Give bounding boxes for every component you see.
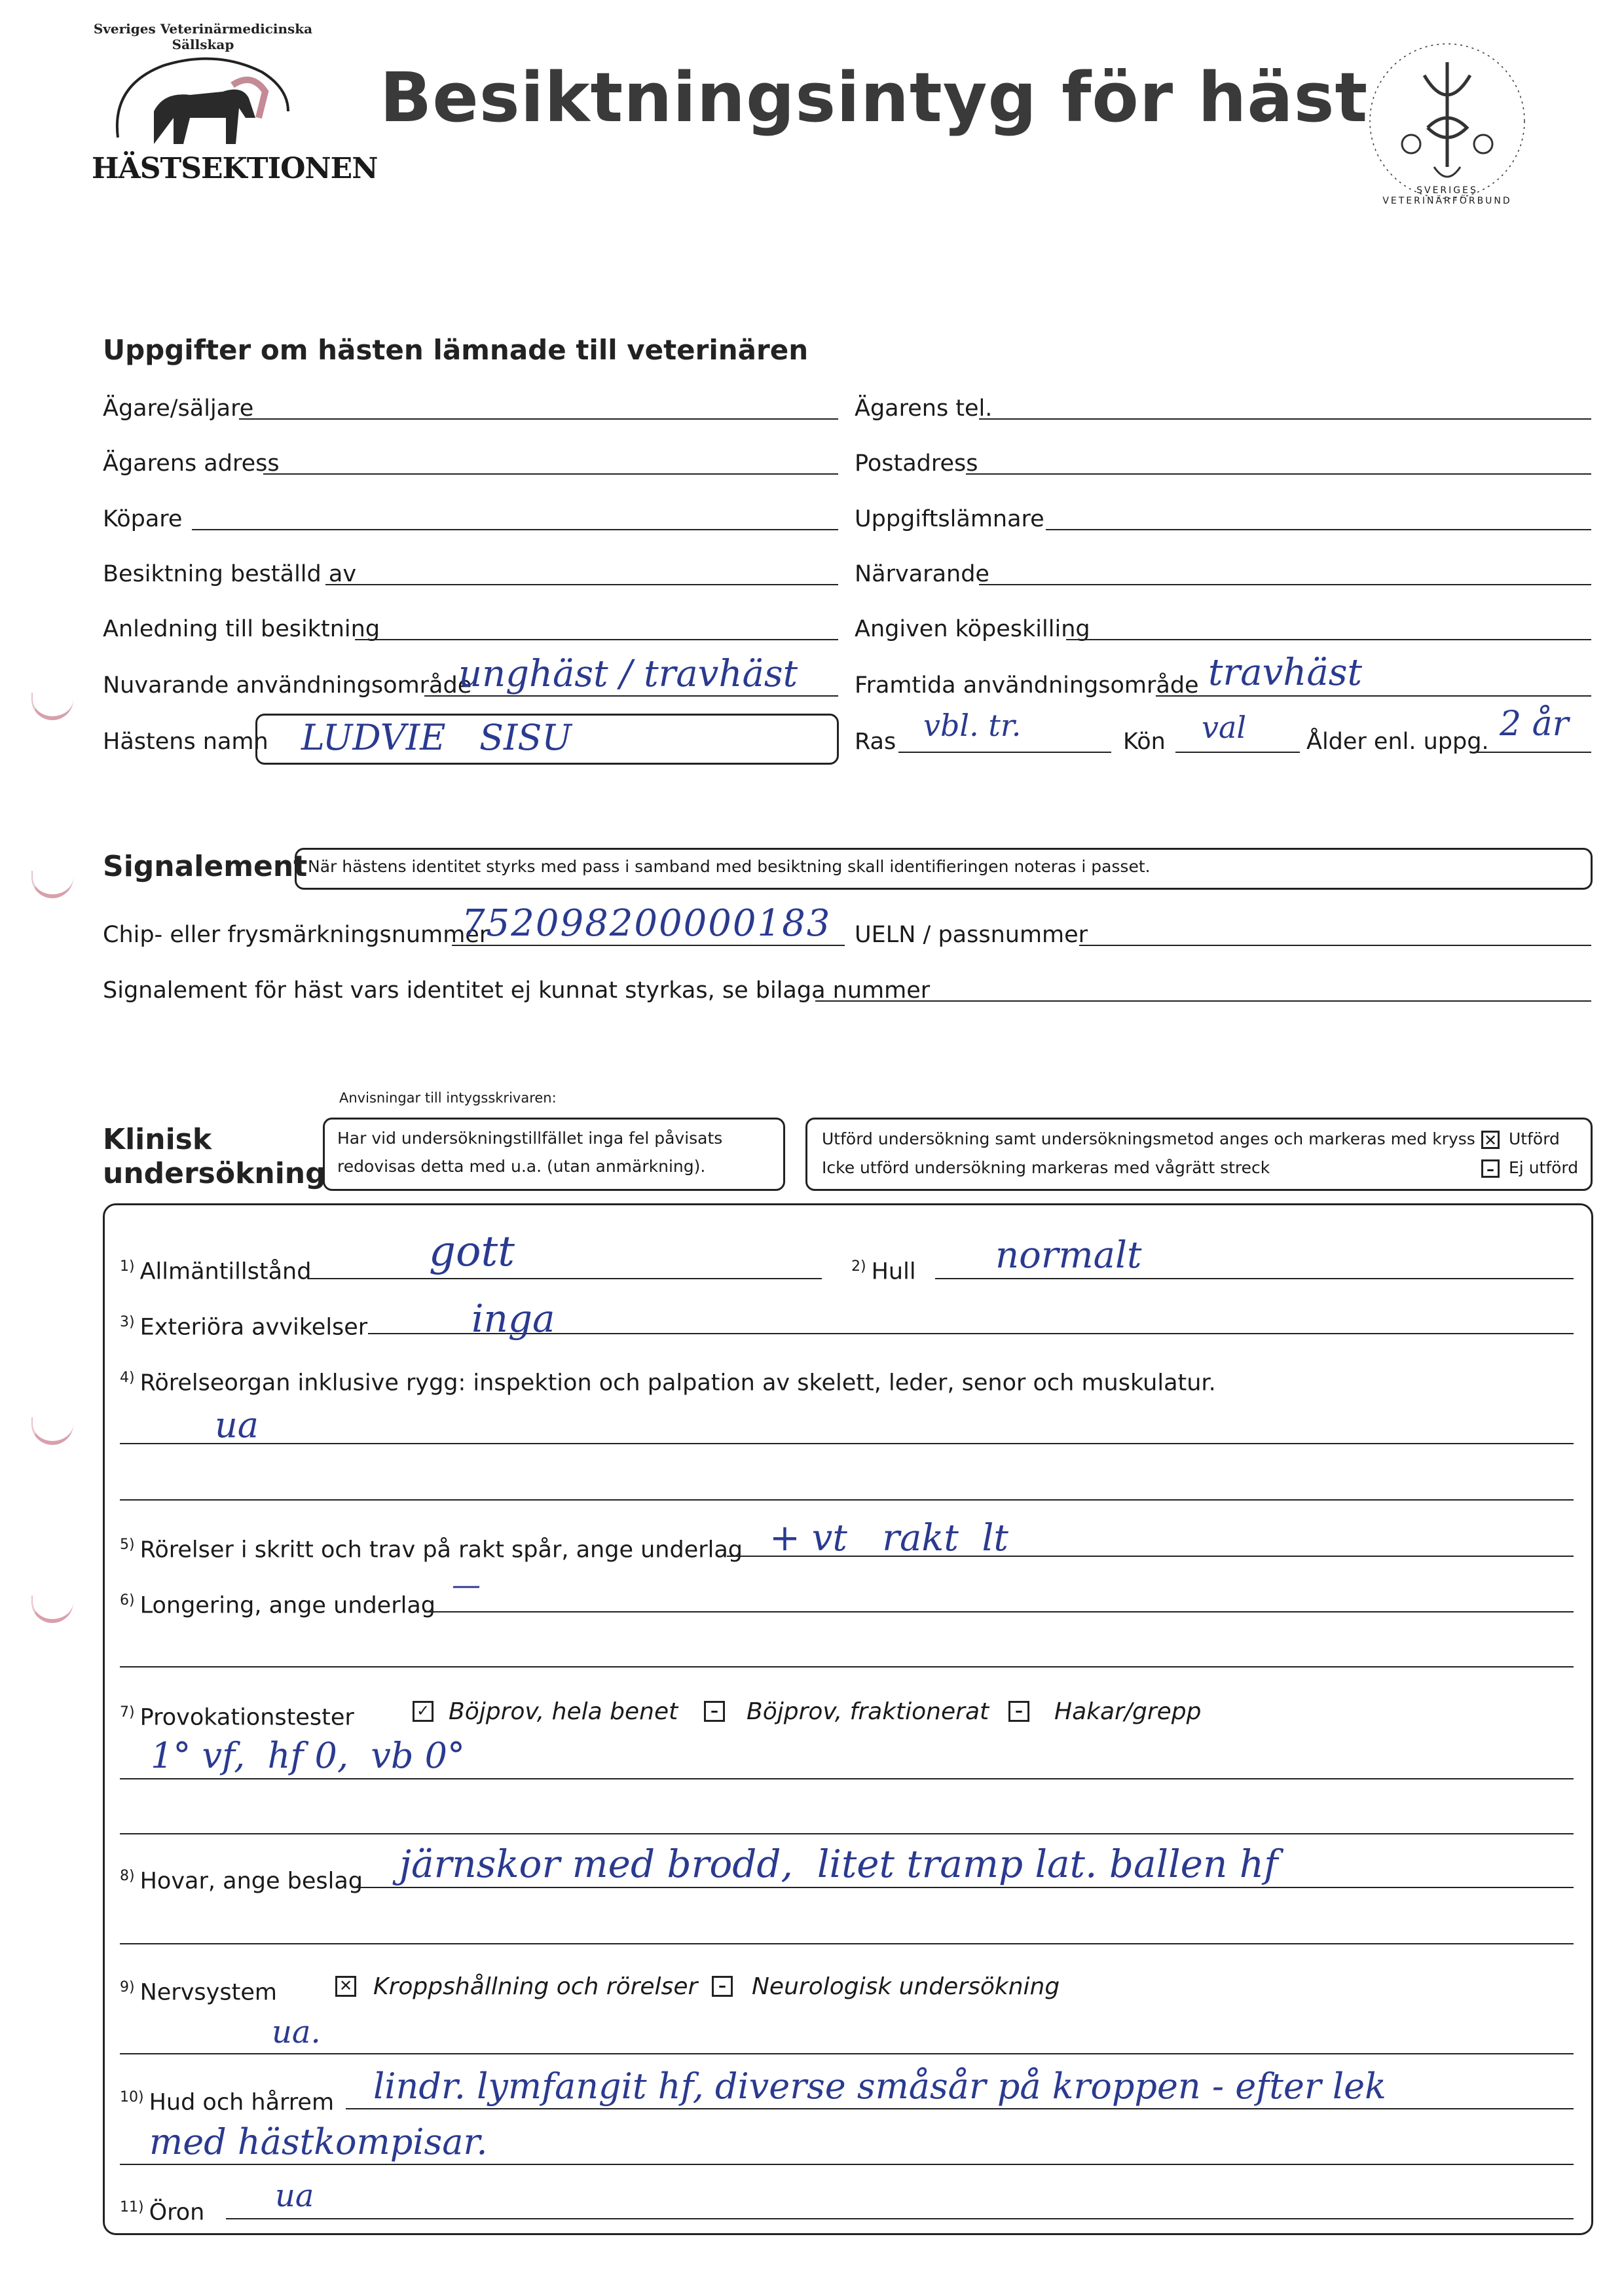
item-9-label: $^{9)}$ Nervsystem <box>120 1979 277 2006</box>
item-7-option-1: Böjprov, hela benet <box>449 1698 678 1725</box>
breed-label: Ras <box>855 729 896 755</box>
item-6-field-2[interactable] <box>120 1666 1574 1667</box>
owner-phone-field[interactable] <box>979 418 1591 420</box>
instructions-text-2a: Utförd undersökning samt undersökningsmetod anges och markeras med kryss <box>822 1129 1475 1148</box>
ueln-label: UELN / passnummer <box>855 922 1088 948</box>
item-9-checkbox-1[interactable]: ✕ <box>335 1976 356 1997</box>
legend-done-checkbox: ✕ <box>1481 1131 1500 1149</box>
item-7-option-3: Hakar/grepp <box>1054 1698 1202 1725</box>
present-label: Närvarande <box>855 561 989 587</box>
item-9-option-1: Kroppshållning och rörelser <box>373 1973 698 2000</box>
item-2-label: $^{2)}$ Hull <box>851 1258 916 1285</box>
price-label: Angiven köpeskilling <box>855 616 1090 642</box>
ordered-by-field[interactable] <box>325 584 838 585</box>
item-10-label: $^{10)}$ Hud och hårrem <box>120 2089 335 2116</box>
item-4-value: ua <box>215 1404 259 1446</box>
item-2-field[interactable] <box>935 1278 1574 1279</box>
page-title: Besiktningsintyg för häst <box>380 58 1369 137</box>
item-9-value: ua. <box>272 2014 321 2050</box>
breed-field[interactable] <box>898 752 1111 753</box>
price-field[interactable] <box>1066 639 1591 640</box>
age-field[interactable] <box>1477 752 1591 753</box>
reason-field[interactable] <box>355 639 838 640</box>
item-9-option-2: Neurologisk undersökning <box>752 1973 1060 2000</box>
horse-name-value: LUDVIE SISU <box>301 717 572 758</box>
owner-label: Ägare/säljare <box>103 395 254 422</box>
postal-label: Postadress <box>855 450 978 477</box>
left-logo-subtext: HÄSTSEKTIONEN <box>92 152 378 185</box>
age-value: 2 år <box>1500 704 1569 744</box>
ordered-by-label: Besiktning beställd av <box>103 561 357 587</box>
item-10-field-2[interactable] <box>120 2164 1574 2165</box>
chip-label: Chip- eller frysmärkningsnummer <box>103 922 489 948</box>
unverified-field[interactable] <box>815 1000 1591 1002</box>
section-heading-clinical-2: undersökning <box>103 1157 326 1190</box>
section-heading-signalement: Signalement <box>103 850 308 883</box>
right-logo <box>1362 36 1532 206</box>
postal-field[interactable] <box>966 473 1591 475</box>
veterinary-seal-icon <box>1362 36 1532 206</box>
item-7-checkbox-3[interactable]: – <box>1008 1701 1029 1722</box>
item-7-value: 1° vf, hf 0, vb 0° <box>151 1735 465 1776</box>
item-10-value-line-1: lindr. lymfangit hf, diverse småsår på kroppen - efter lek <box>373 2066 1386 2107</box>
item-11-field[interactable] <box>226 2218 1574 2219</box>
punch-hole <box>31 871 73 898</box>
item-10-field-1[interactable] <box>346 2108 1574 2109</box>
sex-field[interactable] <box>1175 752 1300 753</box>
breed-value: vbl. tr. <box>923 708 1022 743</box>
item-6-value: — <box>452 1569 481 1602</box>
item-7-field-2[interactable] <box>120 1833 1574 1834</box>
future-use-field[interactable] <box>1156 695 1591 697</box>
owner-address-label: Ägarens adress <box>103 450 280 477</box>
item-4-field-1[interactable] <box>120 1443 1574 1444</box>
punch-hole <box>31 1595 73 1623</box>
owner-phone-label: Ägarens tel. <box>855 395 993 422</box>
instructions-text-1: Har vid undersökningstillfället inga fel påvisats redovisas detta med u.a. (utan anmärkning). <box>337 1129 723 1176</box>
item-3-value: inga <box>471 1296 555 1341</box>
buyer-label: Köpare <box>103 506 183 532</box>
item-7-field-1[interactable] <box>120 1778 1574 1779</box>
reason-label: Anledning till besiktning <box>103 616 380 642</box>
item-2-value: normalt <box>995 1234 1142 1277</box>
current-use-value: unghäst / travhäst <box>458 653 798 695</box>
item-7-option-2: Böjprov, fraktionerat <box>747 1698 989 1725</box>
item-4-field-2[interactable] <box>120 1499 1574 1501</box>
informant-field[interactable] <box>1046 529 1591 530</box>
sex-label: Kön <box>1123 729 1166 755</box>
current-use-field[interactable] <box>424 695 838 697</box>
item-7-checkbox-1[interactable]: ✓ <box>413 1701 434 1722</box>
section-heading-owner: Uppgifter om hästen lämnade till veterinären <box>103 334 809 366</box>
punch-hole <box>31 1417 73 1445</box>
instructions-label: Anvisningar till intygsskrivaren: <box>339 1090 557 1106</box>
item-7-label: $^{7)}$ Provokationstester <box>120 1704 354 1731</box>
item-5-label: $^{5)}$ Rörelser i skritt och trav på rakt spår, ange underlag <box>120 1537 743 1563</box>
legend-done-label: Utförd <box>1509 1129 1560 1148</box>
sex-value: val <box>1202 710 1247 745</box>
right-logo-text: SVERIGES VETERINÄRFÖRBUND <box>1382 185 1512 206</box>
item-4-label: $^{4)}$ Rörelseorgan inklusive rygg: inspektion och palpation av skelett, leder, senor och muskulatur. <box>120 1370 1216 1396</box>
item-1-field[interactable] <box>308 1278 822 1279</box>
item-8-label: $^{8)}$ Hovar, ange beslag <box>120 1868 363 1895</box>
item-6-label: $^{6)}$ Longering, ange underlag <box>120 1592 435 1619</box>
item-1-label: $^{1)}$ Allmäntillstånd <box>120 1258 312 1285</box>
age-label: Ålder enl. uppg. <box>1306 729 1489 755</box>
informant-label: Uppgiftslämnare <box>855 506 1044 532</box>
chip-value: 752098200000183 <box>462 902 832 945</box>
item-11-label: $^{11)}$ Öron <box>120 2199 205 2226</box>
item-3-label: $^{3)}$ Exteriöra avvikelser <box>120 1314 368 1341</box>
item-6-field[interactable] <box>424 1611 1574 1613</box>
owner-field[interactable] <box>239 418 838 420</box>
future-use-value: travhäst <box>1208 651 1362 694</box>
item-9-checkbox-2[interactable]: – <box>712 1976 733 1997</box>
current-use-label: Nuvarande användningsområde <box>103 672 472 699</box>
punch-hole <box>31 693 73 720</box>
item-5-value: + vt rakt lt <box>769 1517 1008 1559</box>
item-8-field-2[interactable] <box>120 1943 1574 1944</box>
section-heading-clinical-1: Klinisk <box>103 1123 212 1156</box>
left-logo-text: Sveriges Veterinärmedicinska Sällskap <box>93 21 313 52</box>
legend-not-done-checkbox: – <box>1481 1159 1500 1178</box>
item-9-field[interactable] <box>120 2053 1574 2054</box>
instructions-text-2b: Icke utförd undersökning markeras med vågrätt streck <box>822 1158 1270 1177</box>
chip-field[interactable] <box>452 945 845 946</box>
legend-not-done-label: Ej utförd <box>1509 1158 1579 1177</box>
ueln-field[interactable] <box>1079 945 1591 946</box>
unverified-label: Signalement för häst vars identitet ej kunnat styrkas, se bilaga nummer <box>103 977 931 1004</box>
owner-address-field[interactable] <box>263 473 838 475</box>
buyer-field[interactable] <box>192 529 838 530</box>
item-1-value: gott <box>429 1228 515 1276</box>
item-8-field[interactable] <box>354 1887 1574 1888</box>
signalement-note: När hästens identitet styrks med pass i samband med besiktning skall identifieringen noteras i passet. <box>308 857 1151 876</box>
horse-name-label: Hästens namn <box>103 729 268 755</box>
future-use-label: Framtida användningsområde <box>855 672 1199 699</box>
left-logo <box>92 21 378 190</box>
item-8-value: järnskor med brodd, litet tramp lat. ballen hf <box>399 1842 1278 1886</box>
item-11-value: ua <box>275 2178 314 2214</box>
item-7-checkbox-2[interactable]: – <box>704 1701 725 1722</box>
present-field[interactable] <box>979 584 1591 585</box>
item-10-value-line-2: med hästkompisar. <box>149 2121 488 2162</box>
